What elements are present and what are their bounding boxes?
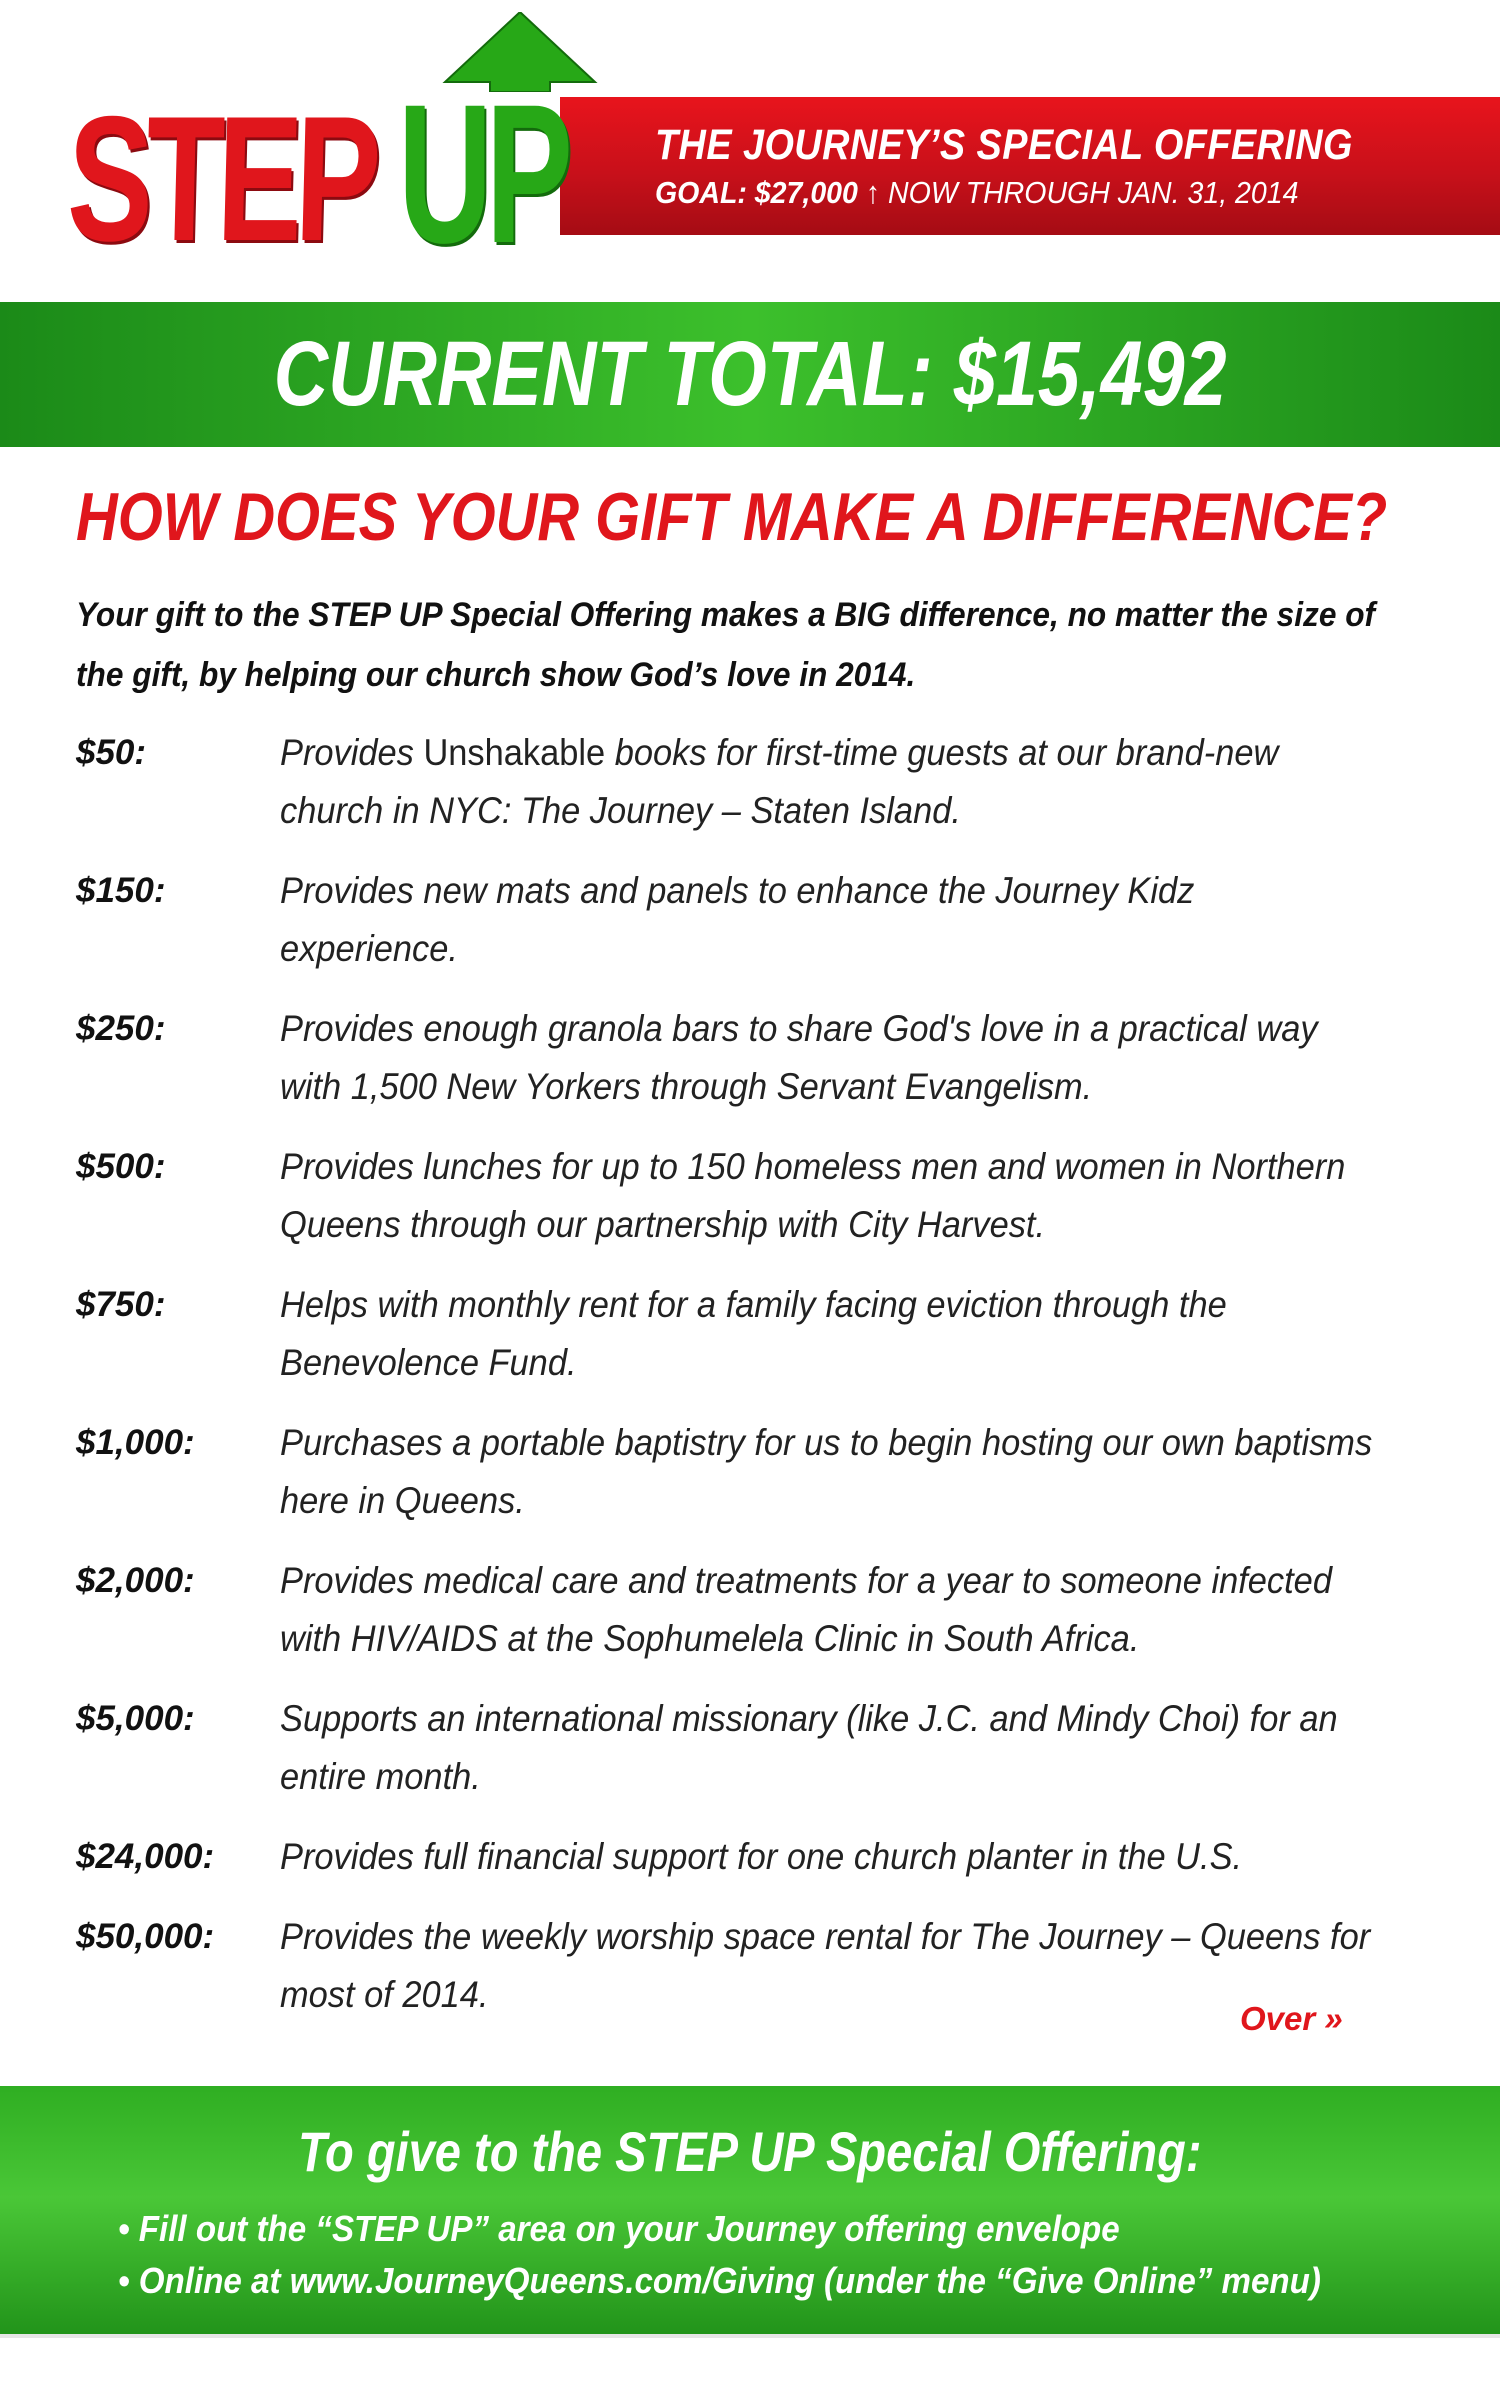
gift-description: Supports an international missionary (like J.C. and Mindy Choi) for an entire month. — [280, 1698, 1338, 1797]
logo-step-text: STEP — [65, 79, 377, 278]
gift-description: Provides full financial support for one church planter in the U.S. — [280, 1836, 1243, 1877]
book-title: Unshakable — [423, 732, 606, 773]
header — [0, 0, 1500, 300]
gift-item — [76, 1828, 1456, 1886]
gift-description: Provides Unshakable books for first-time guests at our brand-new church in NYC: The Journey – Staten Island. — [280, 732, 1279, 831]
current-total: CURRENT TOTAL: $15,492 — [273, 323, 1227, 425]
gift-amount: $750: — [76, 1285, 166, 1324]
intro-paragraph: Your gift to the STEP UP Special Offering makes a BIG difference, no matter the size of the gift, by helping our church show God’s love in 2014. — [76, 596, 1376, 694]
gift-amount: $2,000: — [76, 1561, 195, 1600]
giving-methods — [118, 2203, 1425, 2307]
gift-description: Purchases a portable baptistry for us to begin hosting our own baptisms here in Queens. — [280, 1422, 1373, 1521]
gift-amount: $50: — [76, 733, 147, 772]
gift-item — [76, 1000, 1456, 1116]
gift-item — [76, 1690, 1456, 1806]
gift-item — [76, 724, 1456, 840]
gift-item — [76, 1138, 1456, 1254]
up-arrow-icon: ↑ — [865, 175, 881, 210]
footer-banner — [0, 2086, 1500, 2334]
footer-title: To give to the STEP UP Special Offering: — [298, 2120, 1202, 2183]
goal-line — [655, 175, 1298, 211]
logo-up-text: UP — [398, 63, 567, 284]
gift-list — [76, 724, 1456, 2046]
divider — [0, 2334, 1500, 2338]
gift-amount: $150: — [76, 871, 166, 910]
section-heading: HOW DOES YOUR GIFT MAKE A DIFFERENCE? — [76, 479, 1388, 555]
offering-banner — [560, 97, 1500, 235]
goal-label: GOAL: $27,000 — [655, 175, 858, 210]
gift-description: Provides the weekly worship space rental for The Journey – Queens for most of 2014. — [280, 1916, 1371, 2015]
gift-description: Provides new mats and panels to enhance the Journey Kidz experience. — [280, 870, 1195, 969]
gift-description: Provides enough granola bars to share God's love in a practical way with 1,500 New Yorkers through Servant Evangelism. — [280, 1008, 1318, 1107]
gift-description: Provides medical care and treatments for a year to someone infected with HIV/AIDS at the Sophumelela Clinic in South Africa. — [280, 1560, 1332, 1659]
offering-title: THE JOURNEY’S SPECIAL OFFERING — [655, 121, 1353, 169]
gift-description: Helps with monthly rent for a family facing eviction through the Benevolence Fund. — [280, 1284, 1227, 1383]
gift-amount: $1,000: — [76, 1423, 195, 1462]
gift-item — [76, 1276, 1456, 1392]
gift-item — [76, 1414, 1456, 1530]
gift-description: Provides lunches for up to 150 homeless men and women in Northern Queens through our partnership with City Harvest. — [280, 1146, 1346, 1245]
giving-method-envelope: • Fill out the “STEP UP” area on your Journey offering envelope — [118, 2208, 1120, 2249]
over-page-link: Over » — [1240, 2000, 1343, 2037]
logo-up — [398, 63, 588, 284]
gift-amount: $5,000: — [76, 1699, 195, 1738]
gift-item — [76, 862, 1456, 978]
gift-item — [76, 1552, 1456, 1668]
gift-amount: $24,000: — [76, 1837, 215, 1876]
gift-amount: $250: — [76, 1009, 166, 1048]
current-total-banner — [0, 302, 1500, 447]
gift-amount: $50,000: — [76, 1917, 215, 1956]
giving-method-online: • Online at www.JourneyQueens.com/Giving (under the “Give Online” menu) — [118, 2260, 1321, 2301]
goal-dates: NOW THROUGH JAN. 31, 2014 — [888, 175, 1299, 210]
gift-amount: $500: — [76, 1147, 166, 1186]
